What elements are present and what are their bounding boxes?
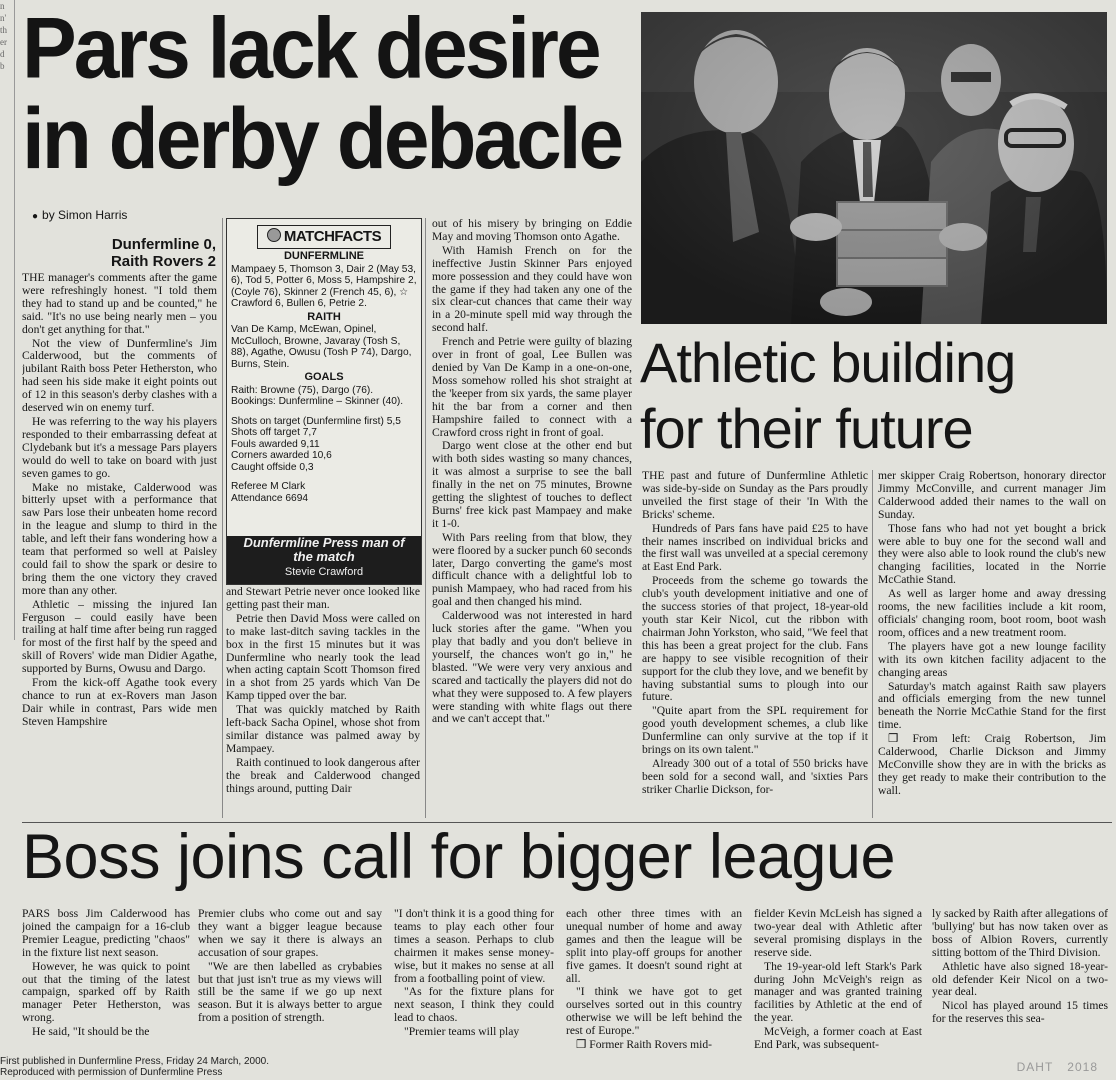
paragraph: McVeigh, a former coach at East End Park, was subsequent- bbox=[754, 1025, 922, 1052]
paragraph: Athletic – missing the injured Ian Ferguson – could easily have been trailing at half time after being run ragged for most of the first half by the speed and skill of Rovers' wide man Didier Agathe, supported by Burns, Owusu and Dargo. bbox=[22, 597, 217, 676]
match-score bbox=[58, 236, 216, 270]
team1-heading: DUNFERMLINE bbox=[283, 250, 365, 262]
story3-column-2 bbox=[198, 908, 382, 1054]
football-icon bbox=[267, 228, 281, 242]
column-rule bbox=[872, 470, 873, 818]
paragraph: "We are then labelled as crybabies but that just isn't true as my views will still be the same if we go up next season. But it is always better to argue from a position of strength. bbox=[198, 959, 382, 1025]
paragraph: With Hamish French on for the ineffective Justin Skinner Pars enjoyed more possession and they could have won the game if they had taken any one of the six clear-cut chances that came their way in a 20-minute spell mid way through the second half. bbox=[432, 243, 632, 335]
motm-name: Stevie Crawford bbox=[284, 566, 364, 578]
man-of-the-match-banner bbox=[227, 536, 421, 584]
headline2-line-1: Athletic building bbox=[640, 331, 1016, 394]
headline-line-1: Pars lack desire bbox=[22, 0, 599, 97]
watermark-org: DAHT bbox=[1016, 1060, 1054, 1074]
matchfacts-logo: MATCHFACTS bbox=[257, 225, 391, 249]
referee: Referee M Clark bbox=[231, 481, 306, 492]
paragraph: However, he was quick to point out that the timing of the latest campaign, sparked off by Raith manager Peter Hetherston, was wrong. bbox=[22, 959, 190, 1025]
paragraph: He said, "It should be the bbox=[32, 1025, 150, 1039]
credit-line-1: First published in Dunfermline Press, Friday 24 March, 2000. bbox=[0, 1056, 270, 1067]
paragraph: Already 300 out of a total of 550 bricks have been sold for a second wall, and 'sixties Pars striker Charlie Dickson, for- bbox=[642, 756, 868, 796]
paragraph: Petrie then David Moss were called on to make last-ditch saving tackles in the box in the first 15 minutes but it was Dunfermline who nearly took the lead when acting captain Scott Thomson fired in a shot from 25 yards which Van De Kamp tipped over the bar. bbox=[226, 611, 420, 703]
fouls-awarded: Fouls awarded 9,11 bbox=[231, 438, 320, 450]
watermark-year: 2018 bbox=[1067, 1060, 1098, 1074]
photo-image bbox=[641, 12, 1107, 324]
paragraph: ❒ Former Raith Rovers mid- bbox=[576, 1038, 712, 1052]
story1-column-3 bbox=[432, 218, 632, 820]
attendance: Attendance 6694 bbox=[231, 492, 309, 504]
paragraph: The players have got a new lounge facility with its own kitchen facility adjacent to the changing areas bbox=[878, 639, 1106, 679]
story3-column-1 bbox=[22, 908, 190, 1054]
shots-off-target: Shots off target 7,7 bbox=[231, 427, 317, 438]
headline-boss-joins-call: Boss joins call for bigger league bbox=[22, 822, 896, 892]
team1-lineup: Mampaey 5, Thomson 3, Dair 2 (May 53, 6), Tod 5, Potter 6, Moss 5, Hampshire 2, (Coyle 76), Skinner 2 (French 45, 6), ☆ Crawford 6, Bullen 6, Petrie 2. bbox=[231, 263, 417, 309]
photo-caption: ❒ From left: Craig Robertson, Jim Calderwood, Charlie Dickson and Jimmy McConville show they are in with the bricks as they get ready to make their contribution to the wall. bbox=[878, 732, 1106, 797]
score-line-1: Dunfermline 0, bbox=[111, 236, 216, 253]
story3-column-4 bbox=[566, 908, 742, 1054]
headline-line-2: in derby debacle bbox=[22, 91, 622, 187]
shots-on-target: Shots on target (Dunfermline first) 5,5 bbox=[231, 415, 401, 427]
publication-credit bbox=[0, 1056, 269, 1078]
paragraph: fielder Kevin McLeish has signed a two-year deal with Athletic after several promising displays in the reserve side. bbox=[754, 908, 922, 959]
paragraph: French and Petrie were guilty of blazing over in front of goal, Lee Bullen was denied by Van De Kamp in a one-on-one, Moss somehow rolled his shot straight at the 'keeper from six yards, the same player hit the bar from a corner and then Hampshire failed to connect with a Crawford cross right in front of goal. bbox=[432, 335, 632, 439]
paragraph: Not the view of Dunfermline's Jim Calderwood, but the comments of jubilant Raith boss Peter Hetherston, who had seen his side make it eight points out of 12 in this season's derby clashes with a deserved win on enemy turf. bbox=[22, 336, 217, 415]
paragraph: The 19-year-old left Stark's Park during John McVeigh's reign as manager and was granted training facilities by Athletic at the end of the year. bbox=[754, 959, 922, 1025]
paragraph: As well as larger home and away dressing rooms, the new facilities include a kit room, officials' changing room, boot room, boot wash room, offices and a new treatment room. bbox=[878, 587, 1106, 639]
paragraph: From the kick-off Agathe took every chance to run at ex-Rovers man Jason Dair while in contrast, Pars wide men Steven Hampshire bbox=[22, 676, 217, 728]
caught-offside: Caught offside 0,3 bbox=[231, 461, 314, 473]
story1-column-2 bbox=[226, 586, 420, 822]
paragraph: Proceeds from the scheme go towards the club's youth development initiative and one of the success stories of that project, 18-year-old youth star Keir Nicol, cut the ribbon with chairman John Yorkston, who said, "We feel that this has been a great project for the club. Fans are happy to see visible recognition of their support for the club they love, and we benefit by having substantial sums to plough into our future. bbox=[642, 574, 868, 704]
paragraph: "I think we have got to get ourselves sorted out in this country otherwise we will be left behind the rest of Europe." bbox=[566, 985, 742, 1038]
paragraph: and Stewart Petrie never once looked like getting past their man. bbox=[226, 586, 420, 611]
paragraph: Nicol has played around 15 times for the reserves this sea- bbox=[932, 999, 1108, 1026]
bookings-text: Bookings: Dunfermline – Skinner (40). bbox=[231, 396, 404, 407]
story1-column-1 bbox=[22, 272, 217, 820]
paragraph: ly sacked by Raith after allegations of 'bullying' but has now taken over as boss of Albion Rovers, currently sitting bottom of the Third Division. bbox=[932, 908, 1108, 959]
story3-column-3 bbox=[394, 908, 554, 1054]
paragraph: PARS boss Jim Calderwood has joined the campaign for a 16-club Premier League, predicting "chaos" in the fixture list next season. bbox=[22, 908, 190, 959]
paragraph: each other three times with an unequal number of home and away games and then the league will be split into play-off groups for another five games. It doesn't sound right at all. bbox=[566, 908, 742, 985]
paragraph: Those fans who had not yet bought a brick were able to buy one for the second wall and they were also able to look round the club's new changing facilities, located in the Norrie McCathie Stand. bbox=[878, 521, 1106, 587]
paragraph: "Quite apart from the SPL requirement for good youth development schemes, a club like Dunfermline can only survive at the top if it brings on its own talent." bbox=[642, 704, 868, 757]
team2-lineup: Van De Kamp, McEwan, Opinel, McCulloch, Browne, Javaray (Tosh S, 88), Agathe, Owusu (Tosh P 74), Dargo, Burns, Stein. bbox=[231, 324, 412, 370]
paragraph: Athletic have also signed 18-year-old defender Keir Nicol on a two-year deal. bbox=[932, 959, 1108, 999]
column-rule bbox=[222, 218, 223, 818]
paragraph: "As for the fixture plans for next season, I think they could lead to chaos. bbox=[394, 985, 554, 1025]
paragraph: out of his misery by bringing on Eddie May and moving Thomson onto Agathe. bbox=[432, 218, 632, 243]
corners-awarded: Corners awarded 10,6 bbox=[231, 450, 332, 461]
photo-bricks-ceremony bbox=[641, 12, 1107, 324]
bullet-icon: ● bbox=[32, 211, 39, 222]
headline2-line-2: for their future bbox=[640, 397, 973, 460]
paragraph: Premier clubs who come out and say they want a bigger league because when we say it there is always an accusation of sour grapes. bbox=[198, 908, 382, 959]
paragraph: Saturday's match against Raith saw players and officials emerging from the new tunnel beneath the Norrie McCathie Stand for the first time. bbox=[878, 679, 1106, 732]
headline-athletic-building bbox=[640, 330, 1110, 462]
watermark bbox=[1003, 1060, 1098, 1074]
paragraph: Make no mistake, Calderwood was bitterly upset with a performance that saw Pars lose their unbeaten home record in the league and slump to third in the table, and left their fans wondering how a team that performed so well at Paisley could fail to show the spark or desire to bring them the one victory they craved more than any other. bbox=[22, 480, 217, 597]
team2-heading: RAITH bbox=[307, 310, 341, 323]
goals-text: Raith: Browne (75), Dargo (76). bbox=[231, 384, 374, 396]
paragraph: mer skipper Craig Robertson, honorary director Jimmy McConville, and current manager Jim Calderwood added their names to the wall on Sunday. bbox=[878, 470, 1106, 521]
matchfacts-box bbox=[226, 218, 422, 585]
score-line-2: Raith Rovers 2 bbox=[110, 253, 216, 270]
story3-column-5 bbox=[754, 908, 922, 1054]
paragraph: Calderwood was not interested in hard luck stories after the game. "When you play that badly and you don't believe in yourself, the chances won't go in," he blasted. "We were very very anxious and scared and tactically the players did not do what they were supposed to. A few players were standing with white flags out there and we can't accept that." bbox=[432, 609, 632, 726]
headline-pars-lack-desire bbox=[22, 0, 622, 187]
paragraph: Raith continued to look dangerous after the break and Calderwood changed things around, putting Dair bbox=[226, 755, 420, 795]
paragraph: With Pars reeling from that blow, they were floored by a sucker punch 60 seconds later, Dargo converting the game's most difficult chance with a delightful lob to punish Mampaey, who had raced from his goal and then changed his mind. bbox=[432, 530, 632, 609]
paragraph: Hundreds of Pars fans have paid £25 to have their names inscribed on individual bricks and the first wall was unveiled at a special ceremony at East End Park. bbox=[642, 521, 868, 574]
byline-text: by Simon Harris bbox=[42, 208, 128, 222]
paragraph: That was quickly matched by Raith left-back Sacha Opinel, whose shot from similar distance was palmed away by Mampaey. bbox=[226, 703, 420, 755]
story3-column-6 bbox=[932, 908, 1108, 1054]
motm-line-2: the match bbox=[293, 549, 355, 564]
paragraph: THE past and future of Dunfermline Athletic was side-by-side on Sunday as the Pars proudly unveiled the first stage of their 'In With the Bricks' scheme. bbox=[642, 470, 868, 521]
motm-line-1: Dunfermline Press man of bbox=[243, 535, 405, 550]
story2-column-1 bbox=[642, 470, 868, 820]
paragraph: He was referring to the way his players responded to their embarrassing defeat at Clydebank but it's a message Pars players would do well to take on board with just seven games to go. bbox=[22, 414, 217, 480]
byline bbox=[32, 208, 127, 222]
paragraph: Dargo went close at the other end but with both sides wasting so many chances, it was almost a surprise to see the ball finally in the net on 75 minutes, Browne getting the slightest of touches to deflect Burns' free kick past Mampaey and make it 1-0. bbox=[432, 439, 632, 530]
column-rule bbox=[425, 218, 426, 818]
story2-column-2 bbox=[878, 470, 1106, 820]
credit-line-2: Reproduced with permission of Dunfermline Press bbox=[0, 1067, 223, 1078]
paragraph: "Premier teams will play bbox=[404, 1025, 520, 1039]
paragraph: THE manager's comments after the game were refreshingly honest. "I told them they had to stand up and be counted," he said. "It's no use being nearly men – you don't get anything for that." bbox=[22, 272, 217, 336]
paragraph: "I don't think it is a good thing for teams to play each other four times a season. Perhaps to club chairmen it makes sense money-wise, but it makes no sense at all from a footballing point of view. bbox=[394, 908, 554, 985]
adjacent-page-edge: n n' th er d b bbox=[0, 0, 15, 640]
goals-heading: GOALS bbox=[304, 371, 344, 383]
